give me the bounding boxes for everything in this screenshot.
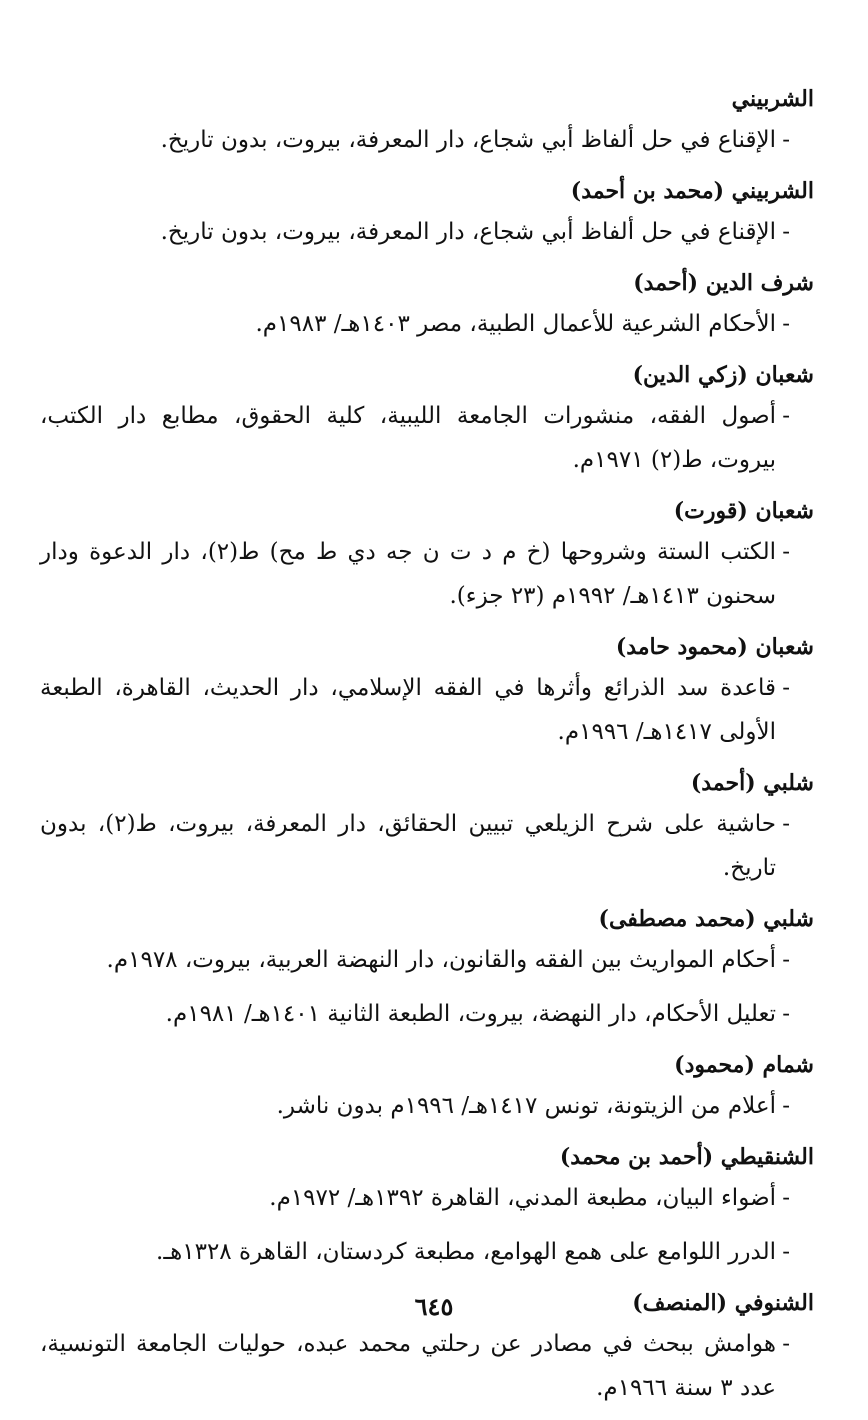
work-item <box>40 118 790 162</box>
dash-marker: - <box>782 675 790 701</box>
work-item <box>40 210 790 254</box>
work-text: أضواء البيان، مطبعة المدني، القاهرة ١٣٩٢هـ/ ١٩٧٢م. <box>269 1185 776 1211</box>
dash-marker: - <box>782 219 790 245</box>
author-name: الشنقيطي (أحمد بن محمد) <box>559 1144 814 1170</box>
work-text: الإقناع في حل ألفاظ أبي شجاع، دار المعرفة، بيروت، بدون تاريخ. <box>160 127 776 153</box>
work-item <box>40 802 790 890</box>
dash-marker: - <box>782 127 790 153</box>
author-name: شرف الدين (أحمد) <box>633 270 814 296</box>
dash-marker: - <box>782 1185 790 1211</box>
author-name: شعبان (محمود حامد) <box>615 634 814 660</box>
work-item <box>40 1084 790 1128</box>
bibliography-entry <box>40 1046 814 1128</box>
dash-marker: - <box>782 1093 790 1119</box>
work-text: أحكام المواريث بين الفقه والقانون، دار النهضة العربية، بيروت، ١٩٧٨م. <box>106 947 776 973</box>
bibliography-entry <box>40 80 814 162</box>
work-item <box>40 302 790 346</box>
bibliography-entry <box>40 628 814 754</box>
bibliography-entry <box>40 900 814 1036</box>
work-item <box>40 1230 790 1274</box>
work-item <box>40 1176 790 1220</box>
work-item <box>40 938 790 982</box>
dash-marker: - <box>782 811 790 837</box>
work-text: أصول الفقه، منشورات الجامعة الليبية، كلية الحقوق، مطابع دار الكتب، بيروت، ط(٢) ١٩٧١م. <box>40 403 776 473</box>
work-text: الكتب الستة وشروحها (خ م د ت ن جه دي ط مح) ط(٢)، دار الدعوة ودار سحنون ١٤١٣هـ/ ١٩٩٢م (٢٣ جزء). <box>40 539 776 609</box>
work-text: أعلام من الزيتونة، تونس ١٤١٧هـ/ ١٩٩٦م بدون ناشر. <box>276 1093 776 1119</box>
work-item <box>40 1322 790 1410</box>
dash-marker: - <box>782 947 790 973</box>
dash-marker: - <box>782 1331 790 1357</box>
author-name: الشربيني (محمد بن أحمد) <box>570 178 814 204</box>
work-item <box>40 394 790 482</box>
work-text: الأحكام الشرعية للأعمال الطبية، مصر ١٤٠٣هـ/ ١٩٨٣م. <box>255 311 776 337</box>
work-text: الإقناع في حل ألفاظ أبي شجاع، دار المعرفة، بيروت، بدون تاريخ. <box>160 219 776 245</box>
work-item <box>40 530 790 618</box>
work-text: قاعدة سد الذرائع وأثرها في الفقه الإسلامي، دار الحديث، القاهرة، الطبعة الأولى ١٤١٧هـ/ ١٩٩٦م. <box>40 675 776 745</box>
author-name: شمام (محمود) <box>674 1052 814 1078</box>
bibliography-entry <box>40 492 814 618</box>
work-text: حاشية على شرح الزيلعي تبيين الحقائق، دار المعرفة، بيروت، ط(٢)، بدون تاريخ. <box>40 811 776 881</box>
bibliography-entry <box>40 172 814 254</box>
work-item <box>40 992 790 1036</box>
author-name: الشربيني <box>731 86 814 112</box>
author-name: الشنوفي (المنصف) <box>632 1290 814 1316</box>
author-name: شلبي (محمد مصطفى) <box>598 906 814 932</box>
bibliography-entry <box>40 264 814 346</box>
dash-marker: - <box>782 1239 790 1265</box>
dash-marker: - <box>782 403 790 429</box>
dash-marker: - <box>782 1001 790 1027</box>
bibliography-entry <box>40 356 814 482</box>
bibliography-entry <box>40 1138 814 1274</box>
work-text: تعليل الأحكام، دار النهضة، بيروت، الطبعة الثانية ١٤٠١هـ/ ١٩٨١م. <box>165 1001 776 1027</box>
author-name: شلبي (أحمد) <box>690 770 814 796</box>
author-name: شعبان (زكي الدين) <box>632 362 814 388</box>
page-number: ٦٤٥ <box>414 1292 454 1321</box>
work-item <box>40 666 790 754</box>
dash-marker: - <box>782 311 790 337</box>
work-text: هوامش ببحث في مصادر عن رحلتي محمد عبده، حوليات الجامعة التونسية، عدد ٣ سنة ١٩٦٦م. <box>40 1331 776 1401</box>
author-name: شعبان (قورت) <box>673 498 814 524</box>
work-text: الدرر اللوامع على همع الهوامع، مطبعة كردستان، القاهرة ١٣٢٨هـ. <box>156 1239 776 1265</box>
dash-marker: - <box>782 539 790 565</box>
bibliography-page <box>40 80 814 1420</box>
bibliography-entry <box>40 764 814 890</box>
